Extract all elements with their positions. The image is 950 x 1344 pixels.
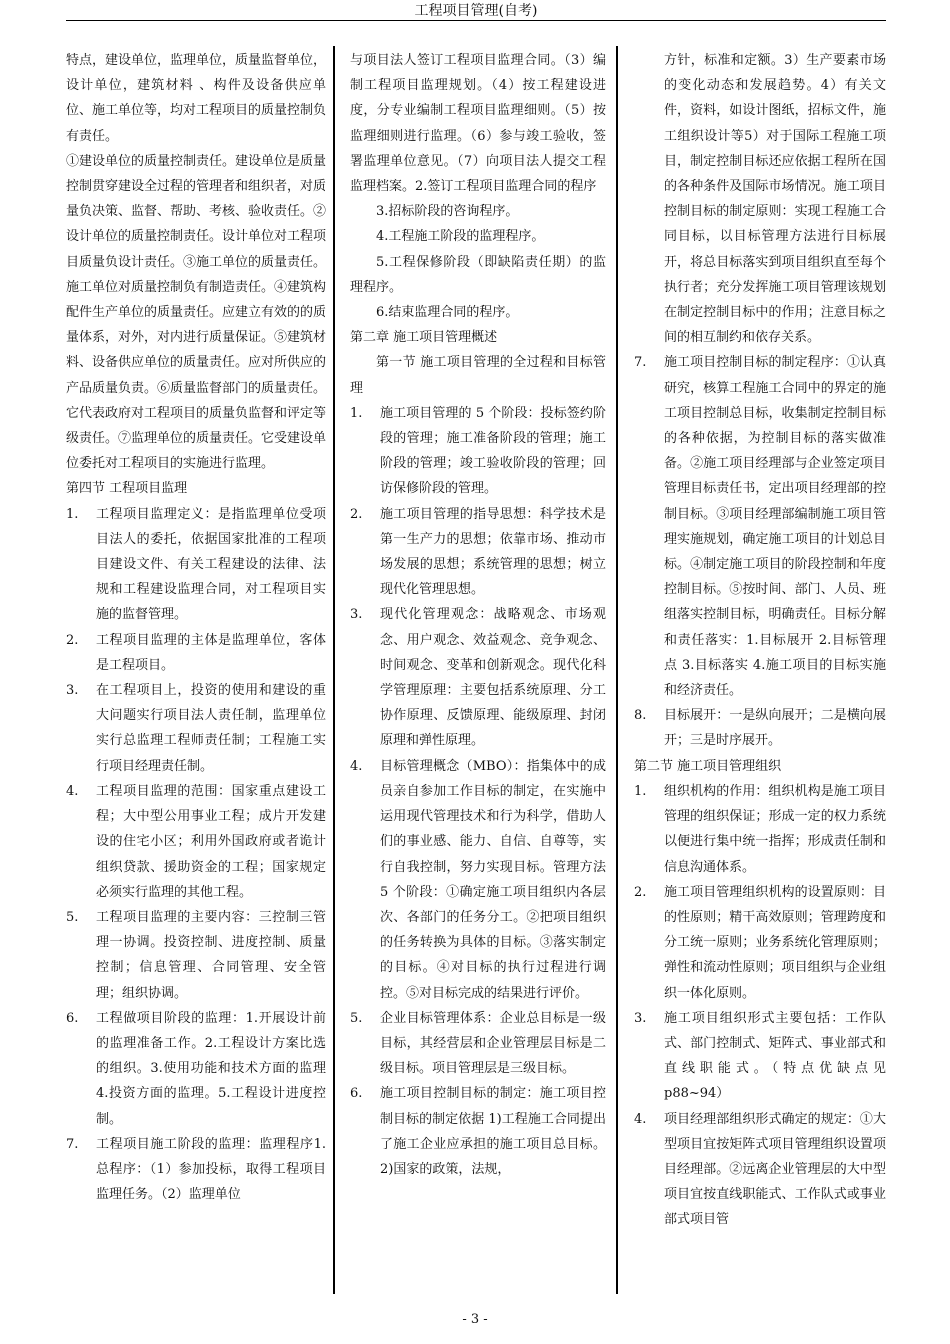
running-header: 工程项目管理(自考) — [414, 3, 538, 19]
paragraph: 3.招标阶段的咨询程序。 — [376, 204, 519, 220]
list-number: 1. — [634, 783, 647, 799]
column-divider-left — [333, 46, 335, 1294]
list-item — [66, 1132, 326, 1208]
list-text: 企业目标管理体系：企业总目标是一级目标，其经营层和企业管理层目标是二级目标。项目管理层是三级目标。 — [380, 1010, 606, 1077]
list-text: 工程项目监理定义：是指监理单位受项目法人的委托，依据国家批准的工程项目建设文件、有关工程建设的法律、法规和工程建设监理合同，对工程项目实施的监督管理。 — [96, 506, 326, 623]
list-number: 3. — [66, 683, 79, 699]
section-heading: 第四节 工程项目监理 — [66, 481, 188, 497]
list-item — [634, 880, 886, 1006]
list-number: 1. — [66, 506, 79, 522]
list-number: 6. — [66, 1010, 79, 1026]
list-item — [66, 905, 326, 1006]
list-number: 4. — [634, 1111, 647, 1127]
list-number: 7. — [66, 1136, 79, 1152]
list-text: 工程项目监理的主要内容：三控制三管理一协调。投资控制、进度控制、质量控制；信息管理、合同管理、安全管理；组织协调。 — [96, 909, 326, 1001]
list-item — [350, 502, 606, 603]
list-text: 目标管理概念（MBO）：指集体中的成员亲自参加工作目标的制定，在实施中运用现代管理技术和行为科学，借助人们的事业感、能力、自信、自尊等，实行自我控制，努力实现目标。管理方法 5 个阶段：①确定施工项目组织内各层次、各部门的任务分工。②把项目组织的任务转换为具体的目标。③落实制定的目标。④对目标的执行过程进行调控。⑤对目标完成的结果进行评价。 — [380, 758, 606, 1001]
list-item — [634, 703, 886, 753]
list-item — [66, 502, 326, 628]
list-item — [66, 678, 326, 779]
list-number: 8. — [634, 708, 647, 724]
paragraph: ①建设单位的质量控制责任。建设单位是质量控制贯穿建设全过程的管理者和组织者，对质量负决策、监督、帮助、考核、验收责任。②设计单位的质量控制责任。设计单位对工程项目质量负设计责任。③施工单位的质量责任。施工单位对质量控制负有制造责任。④建筑构配件生产单位的质量责任。应建立有效的的质量体系，对外，对内进行质量保证。⑤建筑材料、设备供应单位的质量责任。应对所供应的产品质量负责。⑥质量监督部门的质量责任。它代表政府对工程项目的质量负监督和评定等级责任。⑦监理单位的质量责任。它受建设单位委托对工程项目的实施进行监理。 — [66, 153, 327, 472]
list-text: 工程做项目阶段的监理：1.开展设计前的监理准备工作。2.工程设计方案比选的组织。3.使用功能和技术方面的监理4.投资方面的监理。5.工程设计进度控制。 — [96, 1010, 326, 1127]
list-item — [350, 401, 606, 502]
list-text: 施工项目管理组织机构的设置原则：目的性原则；精干高效原则；管理跨度和分工统一原则；业务系统化管理原则；弹性和流动性原则；项目组织与企业组织一体化原则。 — [664, 884, 886, 1001]
list-number: 4. — [350, 758, 363, 774]
list-number: 5. — [66, 909, 79, 925]
column-1 — [66, 48, 326, 1207]
list-number: 7. — [634, 355, 647, 371]
list-text: 施工项目控制目标的制定：施工项目控制目标的制定依据 1)工程施工合同提出了施工企业应承担的施工项目总目标。2)国家的政策，法规， — [380, 1086, 606, 1177]
list-number: 6. — [350, 1086, 363, 1102]
list-text: 工程项目监理的范围：国家重点建设工程；大中型公用事业工程；成片开发建设的住宅小区；利用外国政府或者诡计组织贷款、援助资金的工程；国家规定必须实行监理的其他工程。 — [96, 783, 326, 900]
section-heading: 第一节 施工项目管理的全过程和目标管理 — [350, 355, 606, 396]
list-item — [634, 779, 886, 880]
list-text: 在工程项目上，投资的使用和建设的重大问题实行项目法人责任制，监理单位实行总监理工程师责任制；工程施工实行项目经理责任制。 — [96, 683, 326, 774]
list-item — [634, 350, 886, 703]
list-text: 现代化管理观念：战略观念、市场观念、用户观念、效益观念、竞争观念、时间观念、变革和创新观念。现代化科学管理原理：主要包括系统原理、分工协作原理、反馈原理、能级原理、封闭原理和弹性原理。 — [380, 607, 606, 749]
list-item — [66, 779, 326, 905]
paragraph: 特点，建设单位，监理单位，质量监督单位，设计单位，建筑材料 、构件及设备供应单位、施工单位等，均对工程项目的质量控制负有责任。 — [66, 53, 327, 144]
list-text: 工程项目施工阶段的监理：监理程序1.总程序：（1）参加投标，取得工程项目监理任务。（2）监理单位 — [96, 1136, 326, 1203]
list-text: 施工项目控制目标的制定程序：①认真研究，核算工程施工合同中的界定的施工项目控制总目标，收集制定控制目标的各种依据，为控制目标的落实做准备。②施工项目经理部与企业签定项目管理目标责任书，定出项目经理部的控制目标。③项目经理部编制施工项目管理实施规划，确定施工项目的计划总目标。④制定施工项目的阶段控制和年度控制目标。⑤按时间、部门、人员、班组落实控制目标，明确责任。目标分解和责任落实：1.目标展开 2.目标管理点 3.目标落实 4.施工项目的目标实施和经济责任。 — [664, 355, 886, 699]
list-number: 2. — [634, 884, 647, 900]
list-number: 3. — [350, 607, 363, 623]
list-item — [634, 1006, 886, 1107]
list-item — [350, 1081, 606, 1182]
list-text: 工程项目监理的主体是监理单位，客体是工程项目。 — [96, 632, 326, 673]
paragraph: 5.工程保修阶段（即缺陷责任期）的监理程序。 — [350, 254, 606, 295]
chapter-heading: 第二章 施工项目管理概述 — [350, 330, 498, 346]
page-number: - 3 - — [462, 1312, 488, 1327]
column-3 — [634, 48, 886, 1233]
list-item — [66, 628, 326, 678]
list-number: 2. — [350, 506, 363, 522]
column-divider-right — [616, 46, 618, 1294]
list-text: 方针，标准和定额。3）生产要素市场的变化动态和发展趋势。4）有关文件，资料，如设计图纸，招标文件，施工组织设计等5）对于国际工程施工项目，制定控制目标还应依据工程所在国的各种条件及国际市场情况。施工项目控制目标的制定原则：实现工程施工合同目标，以目标管理方法进行目标展开，将总目标落实到项目组织直至每个执行者；充分发挥施工项目管理该规划在制定控制目标中的作用；注意目标之间的相互制约和依存关系。 — [664, 53, 886, 346]
paragraph: 与项目法人签订工程项目监理合同。（3）编制工程项目监理规划。（4）按工程建设进度，分专业编制工程项目监理细则。（5）按监理细则进行监理。（6）参与竣工验收，签署监理单位意见。（7）向项目法人提交工程监理档案。2.签订工程项目监理合同的程序 — [350, 53, 606, 195]
section-heading: 第二节 施工项目管理组织 — [634, 758, 782, 774]
paragraph: 4.工程施工阶段的监理程序。 — [376, 229, 545, 245]
list-text: 施工项目组织形式主要包括：工作队式、部门控制式、矩阵式、事业部式和直线职能式。（特点优缺点见 p88~94） — [664, 1010, 886, 1102]
list-text: 施工项目管理的指导思想：科学技术是第一生产力的思想；依靠市场、推动市场发展的思想；系统管理的思想；树立现代化管理思想。 — [380, 506, 606, 598]
paragraph: 6.结束监理合同的程序。 — [376, 305, 519, 321]
list-text: 项目经理部组织形式确定的规定：①大型项目宜按矩阵式项目管理组织设置项目经理部。②远离企业管理层的大中型项目宜按直线职能式、工作队式或事业部式项目管 — [664, 1111, 886, 1228]
list-number: 3. — [634, 1010, 647, 1026]
list-number: 2. — [66, 632, 79, 648]
header-rule — [66, 20, 886, 21]
list-item — [350, 754, 606, 1006]
list-item-continuation — [634, 48, 886, 350]
list-item — [634, 1107, 886, 1233]
list-item — [350, 602, 606, 753]
list-number: 5. — [350, 1010, 363, 1026]
list-item — [350, 1006, 606, 1082]
list-number: 1. — [350, 405, 363, 421]
column-2 — [350, 48, 606, 1182]
list-number: 4. — [66, 783, 79, 799]
list-text: 组织机构的作用：组织机构是施工项目管理的组织保证；形成一定的权力系统以便进行集中统一指挥；形成责任制和信息沟通体系。 — [664, 783, 886, 875]
list-text: 目标展开：一是纵向展开；二是横向展开；三是时序展开。 — [664, 708, 886, 749]
list-text: 施工项目管理的 5 个阶段：投标签约阶段的管理；施工准备阶段的管理；施工阶段的管理；竣工验收阶段的管理；回访保修阶段的管理。 — [380, 405, 606, 497]
list-item — [66, 1006, 326, 1132]
